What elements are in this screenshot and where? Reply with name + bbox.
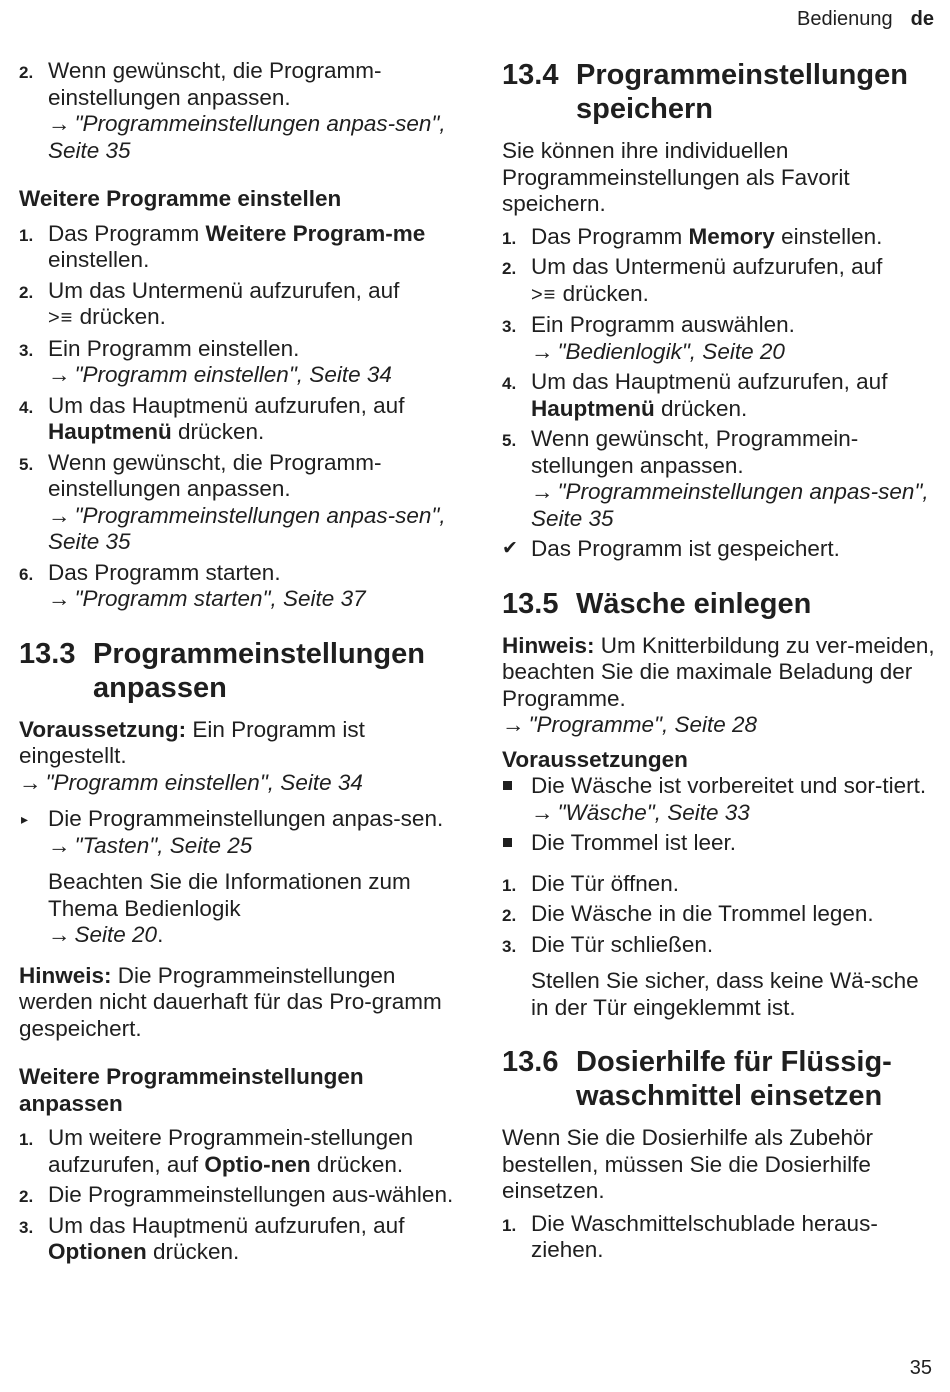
step-number: 4.	[19, 397, 34, 417]
step-text: Die Programmeinstellungen anpas-sen.	[48, 806, 444, 831]
arrow-icon: →	[531, 799, 554, 825]
cross-reference[interactable]	[48, 833, 459, 860]
reference-text: "Programmeinstellungen anpas-sen", Seite 35	[48, 111, 446, 163]
step-number: 2.	[19, 282, 34, 302]
checkmark-icon: ✔	[502, 538, 518, 559]
section-number: 13.3	[19, 637, 76, 670]
cross-reference[interactable]: → Seite 20.	[48, 922, 164, 947]
step-text	[531, 254, 942, 308]
arrow-icon: →	[19, 769, 42, 795]
list-item	[502, 932, 942, 1022]
prerequisite-label: Voraussetzung:	[19, 716, 187, 742]
text-fragment: Um das Untermenü aufzurufen, auf	[48, 277, 400, 303]
step-text	[531, 224, 942, 251]
step-text	[48, 278, 459, 332]
prerequisite-text: Ein Programm ist eingestellt.	[19, 716, 365, 768]
step-text: Ein Programm auswählen.	[531, 312, 795, 337]
reference-text: "Programm einstellen", Seite 34	[74, 362, 392, 387]
reference-text: "Programmeinstellungen anpas-sen", Seite 35	[531, 479, 929, 531]
note	[502, 633, 942, 739]
text-fragment: Das Programm	[531, 223, 689, 249]
step-number: 2.	[502, 259, 517, 278]
reference-text: "Tasten", Seite 25	[74, 832, 253, 858]
left-column	[19, 58, 459, 1270]
page-header	[797, 8, 934, 31]
text-fragment: Um das Hauptmenü aufzurufen, auf	[48, 392, 405, 418]
text-fragment: drücken.	[556, 280, 649, 306]
step-number: 4.	[502, 374, 517, 393]
subheading: Voraussetzungen	[502, 746, 688, 772]
step-number: 1.	[502, 1215, 517, 1235]
step-number: 3.	[19, 340, 34, 360]
step-text	[48, 393, 459, 446]
list-item	[502, 426, 942, 532]
step-text: Die Wäsche in die Trommel legen.	[531, 901, 874, 926]
list-item	[19, 336, 459, 389]
submenu-icon: >≡	[531, 283, 557, 306]
step-text	[48, 1125, 459, 1178]
reference-text: Seite 20	[74, 922, 158, 947]
step-number: 1.	[19, 225, 34, 245]
section-title: Programmeinstellungen speichern	[576, 59, 908, 125]
step-text	[531, 369, 942, 422]
cross-reference[interactable]	[48, 586, 459, 613]
step-number: 2.	[19, 63, 34, 82]
text-fragment: einstellen.	[774, 223, 883, 249]
list-item	[19, 560, 459, 613]
note-text: Die Programmeinstellungen werden nicht dauerhaft für das Pro-gramm gespeichert.	[19, 962, 442, 1041]
step-number: 1.	[502, 228, 517, 248]
reference-text: "Wäsche", Seite 33	[557, 799, 750, 825]
cross-reference[interactable]	[531, 800, 942, 827]
step-text: Wenn gewünscht, Programmein-stellungen anpassen.	[531, 426, 859, 478]
square-bullet-icon	[503, 838, 512, 847]
step-number: 6.	[19, 564, 34, 584]
step-number: 1.	[19, 1130, 34, 1149]
section-number: 13.5	[502, 587, 559, 620]
step-number: 2.	[19, 1187, 34, 1206]
step-text: Wenn gewünscht, die Programm-einstellungen anpassen.	[48, 449, 382, 501]
right-column	[502, 58, 942, 1268]
reference-text: "Programme", Seite 28	[528, 712, 758, 737]
bold-term: Optionen	[48, 1239, 147, 1264]
note-label: Hinweis:	[502, 632, 595, 658]
list-item	[19, 1125, 459, 1178]
step-number: 2.	[502, 906, 517, 925]
text-fragment: drücken.	[171, 419, 265, 444]
cross-reference[interactable]	[48, 362, 459, 389]
section-title: Dosierhilfe für Flüssig-waschmittel einsetzen	[576, 1046, 892, 1112]
list-item	[19, 58, 459, 164]
list-item	[502, 254, 942, 308]
arrow-icon: →	[531, 338, 554, 364]
step-text: Die Tür öffnen.	[531, 870, 680, 896]
step-text: Das Programm starten.	[48, 559, 281, 585]
step-number: 3.	[19, 1217, 34, 1237]
step-number: 5.	[19, 454, 34, 474]
step-text: Die Waschmittelschublade heraus-ziehen.	[531, 1210, 878, 1262]
step-number: 3.	[502, 936, 517, 956]
list-item	[19, 450, 459, 556]
arrow-icon: →	[48, 922, 71, 947]
arrow-icon: →	[502, 712, 525, 737]
step-text: Wenn gewünscht, die Programm-einstellungen anpassen.	[48, 58, 382, 110]
bold-term: Weitere Program-me	[205, 220, 426, 246]
bold-term: Hauptmenü	[48, 419, 172, 444]
list-item	[502, 312, 942, 365]
cross-reference[interactable]	[531, 339, 942, 366]
list-item	[19, 1213, 459, 1266]
list-item	[502, 901, 942, 928]
reference-text: "Programmeinstellungen anpas-sen", Seite 35	[48, 502, 446, 554]
list-item	[502, 830, 942, 857]
cross-reference[interactable]	[48, 111, 459, 164]
text-fragment: drücken.	[310, 1151, 404, 1177]
section-number: 13.4	[502, 59, 559, 91]
arrow-icon: →	[48, 832, 71, 858]
arrow-icon: →	[531, 479, 554, 504]
step-number: 5.	[502, 431, 517, 450]
step-text: Die Programmeinstellungen aus-wählen.	[48, 1182, 454, 1207]
prerequisite	[19, 717, 459, 797]
note-label: Hinweis:	[19, 962, 112, 988]
list-item	[502, 224, 942, 251]
note-text: Um Knitterbildung zu ver-meiden, beachten Sie die maximale Beladung der Programme.	[502, 632, 935, 711]
step-text	[48, 1213, 459, 1266]
text-fragment: einstellen.	[48, 247, 150, 272]
arrow-icon: →	[48, 362, 71, 387]
step-note: Stellen Sie sicher, dass keine Wä-sche in der Tür eingeklemmt ist.	[531, 968, 919, 1020]
header-section-title: Bedienung	[797, 8, 893, 30]
list-item	[502, 871, 942, 898]
section-heading	[502, 1045, 942, 1113]
subheading: Weitere Programme einstellen	[19, 186, 342, 211]
list-item	[502, 773, 942, 826]
header-language-code: de	[910, 8, 934, 30]
arrow-icon: →	[48, 502, 71, 528]
section-heading	[502, 58, 942, 126]
reference-text: "Bedienlogik", Seite 20	[557, 338, 785, 364]
section-number: 13.6	[502, 1046, 559, 1078]
cross-reference[interactable]	[48, 503, 459, 556]
list-item	[19, 393, 459, 446]
bold-term: Memory	[688, 223, 775, 249]
bold-term: Hauptmenü	[531, 395, 655, 421]
text-fragment: drücken.	[146, 1239, 240, 1264]
reference-text: "Programm einstellen", Seite 34	[45, 769, 363, 795]
note	[19, 963, 459, 1043]
list-item	[19, 1182, 459, 1209]
cross-reference[interactable]	[502, 712, 942, 739]
step-text	[48, 221, 459, 274]
text-fragment: drücken.	[73, 304, 166, 329]
text-fragment: drücken.	[654, 395, 748, 421]
list-item	[19, 278, 459, 332]
list-item	[502, 369, 942, 422]
reference-text: "Programm starten", Seite 37	[74, 586, 366, 611]
result-item	[502, 536, 942, 563]
step-number: 3.	[502, 317, 517, 336]
intro-paragraph: Wenn Sie die Dosierhilfe als Zubehör bestellen, müssen Sie die Dosierhilfe einsetzen.	[502, 1125, 874, 1203]
page-number: 35	[909, 1357, 932, 1379]
arrow-icon: →	[48, 586, 71, 611]
text-fragment: Um das Hauptmenü aufzurufen, auf	[48, 1212, 405, 1238]
step-text: Ein Programm einstellen.	[48, 335, 300, 361]
list-item	[502, 1211, 942, 1264]
triangle-bullet-icon: ▸	[21, 811, 29, 827]
section-heading	[19, 637, 459, 705]
bold-term: Optio-nen	[204, 1151, 311, 1177]
cross-reference[interactable]	[19, 770, 459, 797]
text-fragment: Um das Hauptmenü aufzurufen, auf	[531, 369, 888, 394]
prerequisite-text: Die Wäsche ist vorbereitet und sor-tiert.	[531, 773, 927, 798]
list-item	[19, 221, 459, 274]
section-heading	[502, 587, 942, 621]
intro-paragraph: Sie können ihre individuellen Programmeinstellungen als Favorit speichern.	[502, 138, 850, 216]
text-fragment: Um weitere Programmein-stellungen aufzurufen, auf	[48, 1125, 414, 1177]
result-text: Das Programm ist gespeichert.	[531, 536, 840, 561]
step-text: Die Tür schließen.	[531, 931, 714, 957]
list-item	[19, 806, 459, 949]
prerequisite-text: Die Trommel ist leer.	[531, 830, 737, 855]
subheading: Weitere Programmeinstellungen anpassen	[19, 1064, 364, 1116]
arrow-icon: →	[48, 111, 71, 136]
cross-reference[interactable]	[531, 479, 942, 532]
submenu-icon: >≡	[48, 307, 74, 329]
section-title: Programmeinstellungen anpassen	[93, 637, 425, 704]
text-fragment: Das Programm	[48, 220, 206, 246]
step-note: Beachten Sie die Informationen zum Thema Bedienlogik	[48, 869, 411, 921]
section-title: Wäsche einlegen	[576, 587, 812, 620]
square-bullet-icon	[503, 781, 512, 790]
step-number: 1.	[502, 875, 517, 895]
text-fragment: Um das Untermenü aufzurufen, auf	[531, 254, 883, 279]
